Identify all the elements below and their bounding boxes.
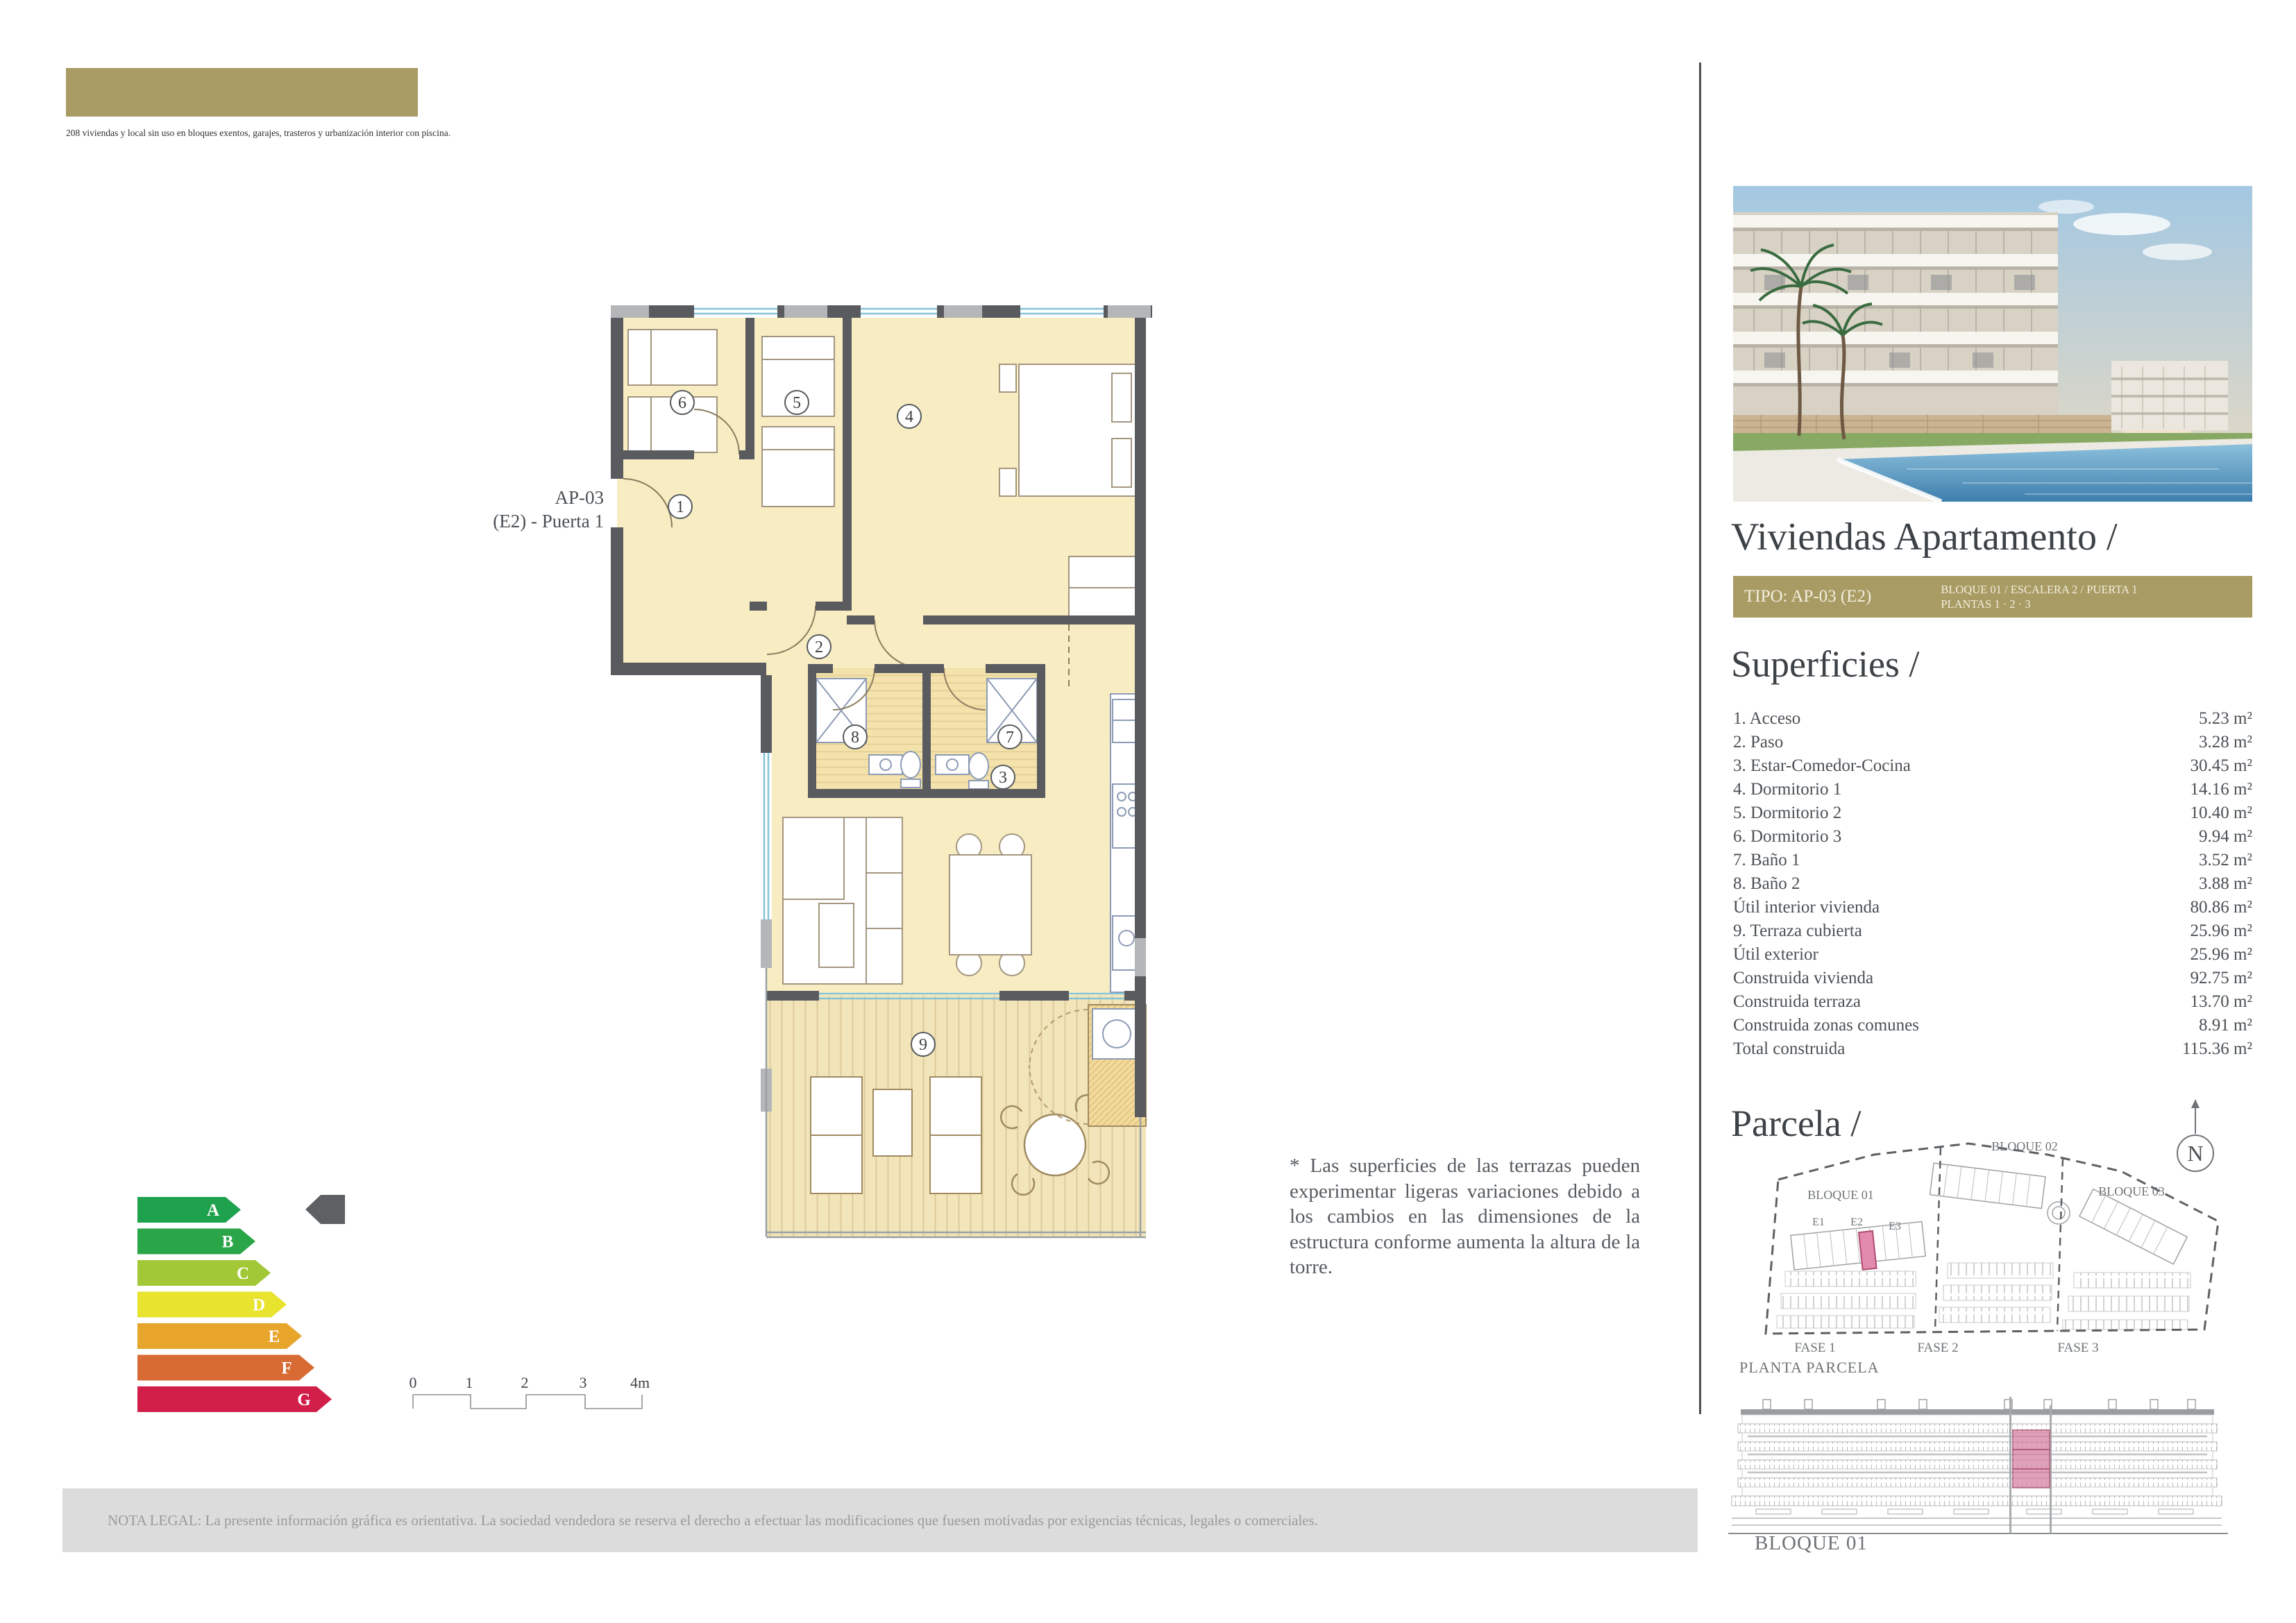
superficies-row-label: 7. Baño 1 [1733,851,1800,869]
superficies-row-label: 6. Dormitorio 3 [1733,827,1842,846]
sofa [783,817,902,984]
bloque03-label: BLOQUE 03 [2098,1184,2165,1198]
superficies-row-value: 25.96 m² [2190,945,2252,964]
legal-text: NOTA LEGAL: La presente información gráfica es orientativa. La sociedad vendedora se reserva el derecho a efectuar las modificaciones que fuesen motivadas por exigencias técnicas, legales o comerciales. [108,1511,1319,1529]
superficies-row [1733,804,2252,827]
building-elevation [1728,1391,2231,1540]
unit-label-line2: (E2) - Puerta 1 [493,511,604,532]
superficies-row [1733,945,2252,969]
floor-plan [611,305,1152,1242]
superficies-row-label: Construida zonas comunes [1733,1016,1920,1035]
superficies-row-label: 1. Acceso [1733,709,1801,728]
scale-tick-label: 1 [465,1374,473,1391]
superficies-row-label: Construida vivienda [1733,969,1874,987]
superficies-row-value: 5.23 m² [2199,709,2252,728]
superficies-row-value: 9.94 m² [2199,827,2252,846]
site-plan [1749,1096,2235,1388]
superficies-row [1733,709,2252,733]
room-number-8: 8 [851,729,859,747]
superficies-row-label: 4. Dormitorio 1 [1733,780,1842,799]
superficies-row [1733,851,2252,874]
superficies-row-label: Útil interior vivienda [1733,898,1880,917]
energy-letter-c: C [236,1264,250,1283]
room-number-6: 6 [678,394,686,412]
superficies-row-label: Construida terraza [1733,992,1861,1011]
room-number-2: 2 [815,638,823,656]
e1-label: E1 [1812,1216,1825,1228]
superficies-row-label: 3. Estar-Comedor-Cocina [1733,756,1911,775]
superficies-row-value: 30.45 m² [2190,756,2252,775]
bloque01-footprint [1791,1222,1926,1277]
superficies-row [1733,756,2252,780]
parcela-heading: Parcela / [1731,1103,1862,1144]
superficies-row [1733,921,2252,945]
panel-separator [1699,62,1701,1414]
elevation-highlight [2013,1430,2050,1488]
superficies-table [1733,709,2252,1063]
terrace-note: * Las superficies de las terrazas pueden experimentar ligeras variaciones debido a los cambios en las dimensiones de la estructura conforme aumenta la altura de la torre. [1290,1155,1640,1278]
building-photo [1733,186,2252,502]
north-compass-icon [2177,1099,2213,1171]
tipo-details [1941,582,2137,611]
superficies-row-label: 2. Paso [1733,733,1784,751]
wardrobe [1069,556,1138,619]
fase1-label: FASE 1 [1794,1341,1836,1355]
energy-rating-chart [104,1180,382,1443]
elevation-caption: BLOQUE 01 [1755,1532,1868,1554]
superficies-row-label: Total construida [1733,1039,1846,1058]
e2-label: E2 [1850,1216,1863,1228]
tipo-bar [1733,576,2252,618]
elevation-drawing [1728,1397,2228,1533]
pool-feature [2048,1202,2070,1224]
scale-bar [382,1374,659,1416]
superficies-row [1733,874,2252,898]
bedroom1-bed [999,364,1136,496]
energy-arrow-b [137,1229,255,1255]
far-building [2111,361,2228,430]
superficies-row-value: 10.40 m² [2190,804,2252,822]
superficies-row [1733,992,2252,1016]
unit-label [399,486,604,533]
north-label: N [2187,1141,2204,1166]
energy-cursor-icon [305,1195,345,1224]
superficies-row-label: 5. Dormitorio 2 [1733,804,1842,822]
header-accent-bar [66,68,418,117]
legal-band [62,1488,1698,1552]
stone-wall [1733,415,2111,434]
energy-arrow-a [137,1197,241,1223]
superficies-row-label: 8. Baño 2 [1733,874,1800,893]
energy-arrow-c [137,1260,271,1286]
superficies-row [1733,780,2252,804]
scale-tick-label: 3 [579,1374,587,1391]
superficies-row-value: 14.16 m² [2190,780,2252,799]
room-number-7: 7 [1006,729,1014,747]
superficies-row [1733,898,2252,921]
bloque03-footprint [2079,1189,2187,1264]
dining-table [949,834,1031,976]
superficies-row-value: 80.86 m² [2190,898,2252,917]
main-building [1733,212,2058,418]
tipo-label: TIPO: AP-03 (E2) [1744,587,1872,606]
superficies-row-value: 115.36 m² [2181,1039,2252,1058]
superficies-row-value: 3.28 m² [2199,733,2252,751]
parking-rows [1777,1263,2191,1329]
planta-parcela-caption: PLANTA PARCELA [1739,1359,1880,1376]
tipo-line1: BLOQUE 01 / ESCALERA 2 / PUERTA 1 [1941,583,2138,596]
room-number-1: 1 [676,498,684,516]
superficies-heading: Superficies / [1731,643,1920,685]
superficies-row-value: 3.88 m² [2199,874,2252,893]
bloque01-label: BLOQUE 01 [1807,1188,1874,1202]
bloque02-label: BLOQUE 02 [1991,1139,2058,1153]
superficies-row-label: 9. Terraza cubierta [1733,921,1862,940]
superficies-row-value: 92.75 m² [2190,969,2252,987]
room-number-5: 5 [793,394,801,412]
superficies-row-value: 8.91 m² [2199,1016,2252,1035]
superficies-row-value: 13.70 m² [2190,992,2252,1011]
superficies-row-value: 25.96 m² [2190,921,2252,940]
tipo-line2: PLANTAS 1 · 2 · 3 [1941,597,2031,611]
energy-letter-b: B [221,1232,234,1252]
room-number-4: 4 [905,408,913,426]
room-number-9: 9 [919,1036,927,1054]
energy-letter-a: A [206,1201,220,1220]
intro-text: 208 viviendas y local sin uso en bloques exentos, garajes, trasteros y urbanización interior con piscina. [66,128,451,138]
superficies-row [1733,733,2252,756]
fase2-label: FASE 2 [1917,1341,1959,1355]
superficies-row [1733,1039,2252,1063]
scale-tick-label: 4m [630,1374,650,1391]
superficies-row-value: 3.52 m² [2199,851,2252,869]
energy-letter-e: E [268,1327,280,1346]
panel-title: Viviendas Apartamento / [1731,516,2118,559]
superficies-row-label: Útil exterior [1733,945,1818,964]
scale-tick-label: 2 [521,1374,529,1391]
superficies-row [1733,1016,2252,1039]
highlighted-unit [1859,1231,1877,1270]
energy-letter-d: D [252,1295,266,1315]
room-number-3: 3 [999,769,1007,787]
scale-tick-label: 0 [409,1374,417,1391]
energy-letter-g: G [297,1391,311,1409]
energy-letter-f: F [281,1359,292,1378]
unit-label-line1: AP-03 [555,487,604,508]
superficies-row [1733,827,2252,851]
e3-label: E3 [1889,1221,1901,1232]
fase3-label: FASE 3 [2057,1341,2099,1355]
superficies-row [1733,969,2252,992]
bloque02-footprint [1930,1163,2045,1208]
